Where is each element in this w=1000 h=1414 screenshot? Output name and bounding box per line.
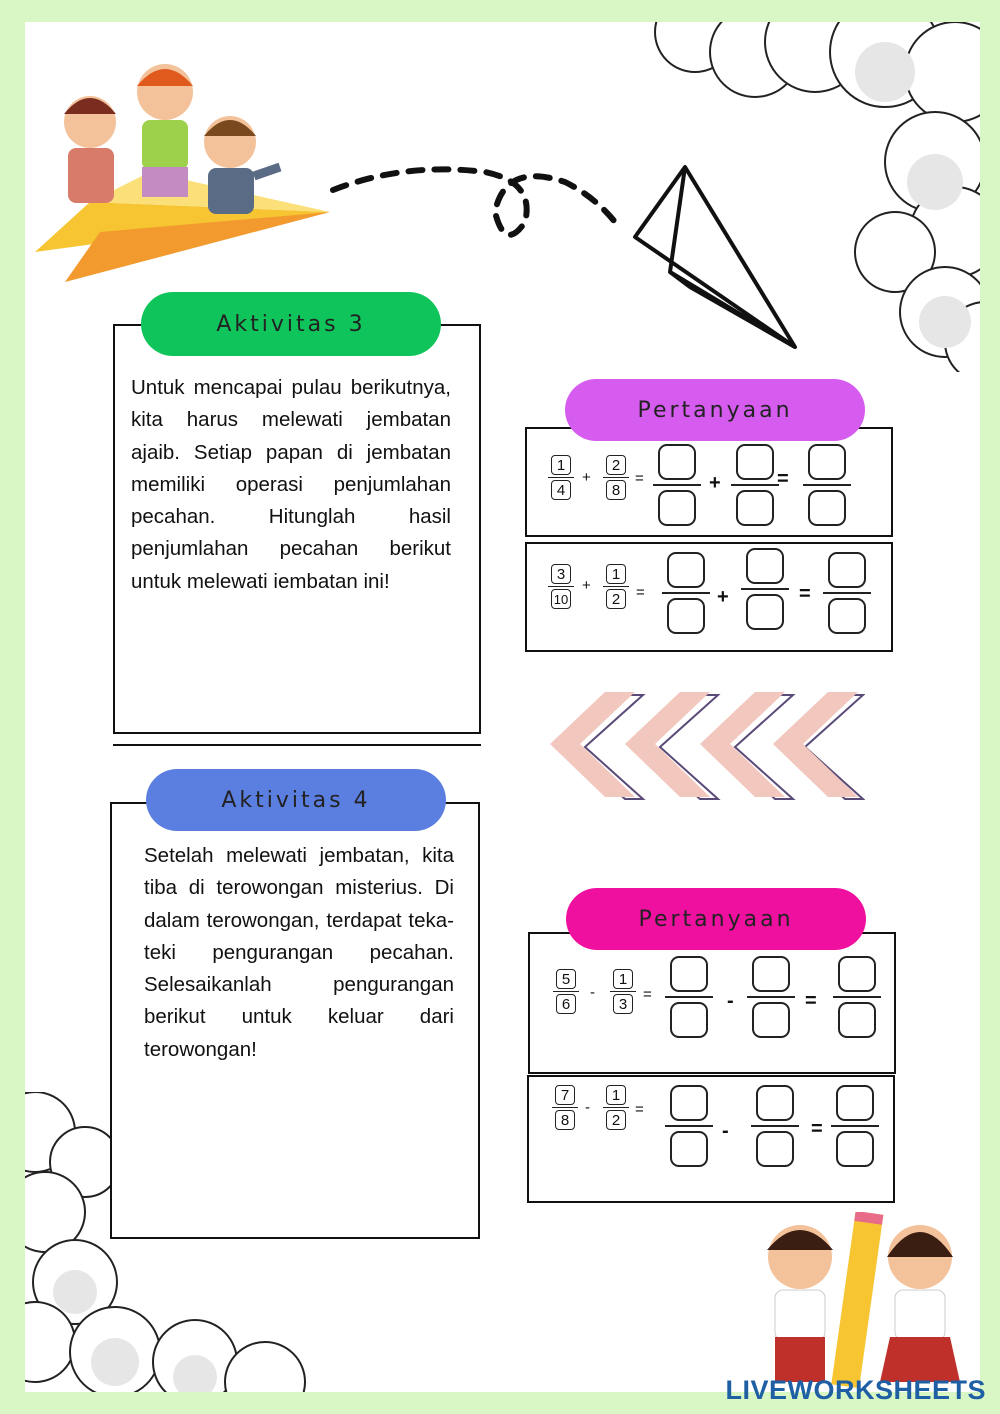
answer-numerator-input[interactable] [667, 552, 705, 588]
answer-denominator-input[interactable] [752, 1002, 790, 1038]
operator: - [585, 1099, 590, 1116]
answer-denominator-input[interactable] [746, 594, 784, 630]
denominator: 8 [606, 480, 626, 500]
answer-numerator-input[interactable] [658, 444, 696, 480]
answer-fraction-1[interactable] [653, 444, 701, 526]
answer-fraction-1[interactable] [665, 1085, 713, 1167]
worksheet-page [25, 22, 980, 1392]
equals-sign: = [635, 1101, 644, 1118]
answer-denominator-input[interactable] [838, 1002, 876, 1038]
operator: + [709, 472, 721, 494]
activity-3-title: Aktivitas 3 [141, 292, 441, 356]
answer-fraction-2[interactable] [751, 1085, 799, 1167]
numerator: 5 [556, 969, 576, 989]
answer-denominator-input[interactable] [670, 1131, 708, 1167]
paper-plane-outline-icon [630, 162, 805, 352]
answer-numerator-input[interactable] [808, 444, 846, 480]
liveworksheets-logo[interactable]: LIVEWORKSHEETS [725, 1375, 986, 1405]
equals-sign: = [799, 583, 811, 605]
answer-numerator-input[interactable] [670, 1085, 708, 1121]
answer-fraction-3[interactable] [823, 552, 871, 634]
answer-numerator-input[interactable] [746, 548, 784, 584]
equals-sign: = [777, 468, 789, 490]
question-title-sub: Pertanyaan [566, 888, 866, 950]
dashed-path-icon [325, 142, 625, 262]
numerator: 1 [606, 564, 626, 584]
answer-fraction-1[interactable] [665, 956, 713, 1038]
fraction-a [548, 564, 574, 609]
fraction-b [603, 564, 629, 609]
equals-sign: = [811, 1118, 823, 1140]
activity-3-text: Untuk mencapai pulau berikutnya, kita harus melewati jembatan ajaib. Setiap papan di jembatan memiliki operasi penjumlahan pecahan. Hitunglah hasil penjumlahan pecahan berikut untuk melewati iembatan ini! [131, 376, 451, 593]
denominator: 3 [613, 994, 633, 1014]
answer-denominator-input[interactable] [736, 490, 774, 526]
fraction-a [548, 455, 574, 500]
operator: - [722, 1120, 729, 1142]
answer-numerator-input[interactable] [670, 956, 708, 992]
answer-denominator-input[interactable] [836, 1131, 874, 1167]
numerator: 3 [551, 564, 571, 584]
answer-fraction-2[interactable] [747, 956, 795, 1038]
answer-denominator-input[interactable] [667, 598, 705, 634]
answer-fraction-3[interactable] [831, 1085, 879, 1167]
fraction-a [553, 969, 579, 1014]
answer-numerator-input[interactable] [838, 956, 876, 992]
denominator: 2 [606, 1110, 626, 1130]
denominator: 4 [551, 480, 571, 500]
fraction-b [610, 969, 636, 1014]
numerator: 2 [606, 455, 626, 475]
fraction-b [603, 455, 629, 500]
equals-sign: = [805, 990, 817, 1012]
answer-numerator-input[interactable] [736, 444, 774, 480]
denominator: 10 [551, 589, 571, 609]
answer-denominator-input[interactable] [808, 490, 846, 526]
activity-4-text: Setelah melewati jembatan, kita tiba di terowongan misterius. Di dalam terowongan, terdapat teka-teki pengurangan pecahan. Selesaikanlah pengurangan berikut untuk keluar dari terowongan! [144, 844, 454, 1061]
operator: + [717, 586, 729, 608]
question-title-add: Pertanyaan [565, 379, 865, 441]
answer-numerator-input[interactable] [836, 1085, 874, 1121]
denominator: 8 [555, 1110, 575, 1130]
answer-fraction-2[interactable] [731, 444, 779, 526]
activity-4-title: Aktivitas 4 [146, 769, 446, 831]
numerator: 1 [551, 455, 571, 475]
numerator: 1 [606, 1085, 626, 1105]
equals-sign: = [635, 470, 644, 487]
equals-sign: = [643, 986, 652, 1003]
answer-denominator-input[interactable] [670, 1002, 708, 1038]
answer-numerator-input[interactable] [752, 956, 790, 992]
kids-with-pencil-icon [745, 1212, 980, 1392]
kids-on-paper-plane-icon [30, 52, 340, 287]
chevron-arrows-icon [545, 687, 865, 807]
fraction-a [552, 1085, 578, 1130]
answer-numerator-input[interactable] [756, 1085, 794, 1121]
answer-fraction-3[interactable] [803, 444, 851, 526]
answer-denominator-input[interactable] [658, 490, 696, 526]
answer-denominator-input[interactable] [828, 598, 866, 634]
operator: - [727, 990, 734, 1012]
answer-numerator-input[interactable] [828, 552, 866, 588]
answer-denominator-input[interactable] [756, 1131, 794, 1167]
section-divider [113, 744, 481, 746]
operator: + [582, 577, 591, 594]
denominator: 6 [556, 994, 576, 1014]
fraction-b [603, 1085, 629, 1130]
operator: - [590, 984, 595, 1001]
equals-sign: = [636, 584, 645, 601]
numerator: 7 [555, 1085, 575, 1105]
answer-fraction-1[interactable] [662, 552, 710, 634]
denominator: 2 [606, 589, 626, 609]
operator: + [582, 469, 591, 486]
answer-fraction-2[interactable] [741, 548, 789, 630]
answer-fraction-3[interactable] [833, 956, 881, 1038]
numerator: 1 [613, 969, 633, 989]
